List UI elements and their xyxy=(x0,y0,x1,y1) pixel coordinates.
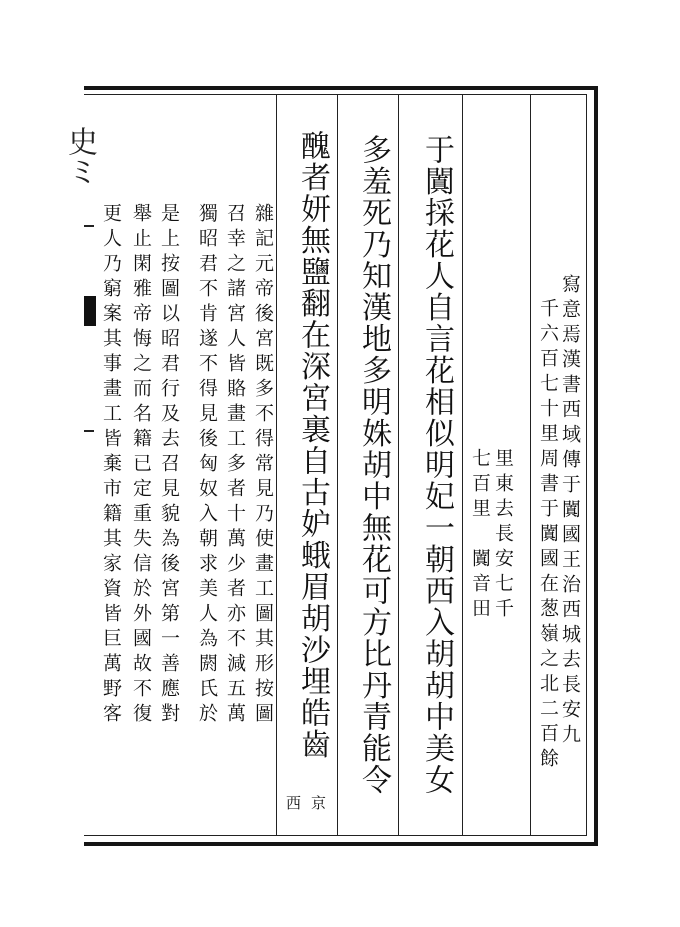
poem-column: 多羞死乃知漢地多明姝胡中無花可方比丹青能令 xyxy=(356,134,391,796)
annotation-note: 西京 xyxy=(286,794,337,812)
annotation-column: 千六百七十里周書于闐國在葱嶺之北二百餘 xyxy=(537,297,559,773)
adjacent-page-fragment: 史ミ xyxy=(62,126,97,186)
column-rule xyxy=(276,94,277,836)
annotation-column: 七百里 闐音田 xyxy=(469,447,491,623)
poem-column: 于闐採花人自言花相似明妃一朝西入胡胡中美女 xyxy=(419,134,454,796)
commentary-column: 召幸之諸宮人皆賂畫工多者十萬少者亦不減五萬 xyxy=(224,202,246,728)
column-rule xyxy=(337,94,338,836)
annotation-column: 里東去長安七千 xyxy=(492,447,514,623)
annotation-column: 寫意焉漢書西域傳于闐國王治西城去長安九 xyxy=(559,273,581,749)
commentary-column: 更人乃窮案其事畫工皆棄市籍其家資皆巨萬野客 xyxy=(100,202,122,728)
commentary-column: 舉止閑雅帝悔之而名籍已定重失信於外國故不復 xyxy=(130,202,152,728)
column-rule xyxy=(462,94,463,836)
poem-column: 醜者妍無鹽翻在深宮裏自古妒蛾眉胡沙埋皓齒 xyxy=(295,130,330,760)
commentary-column: 獨昭君不肯遂不得見後匈奴入朝求美人為閼氏於 xyxy=(196,202,218,728)
commentary-column: 是上按圖以昭君行及去召見貌為後宮第一善應對 xyxy=(158,202,180,728)
column-rule xyxy=(530,94,531,836)
commentary-column: 雜記元帝後宮既多不得常見乃使畫工圖其形按圖 xyxy=(252,202,274,728)
column-rule xyxy=(398,94,399,836)
